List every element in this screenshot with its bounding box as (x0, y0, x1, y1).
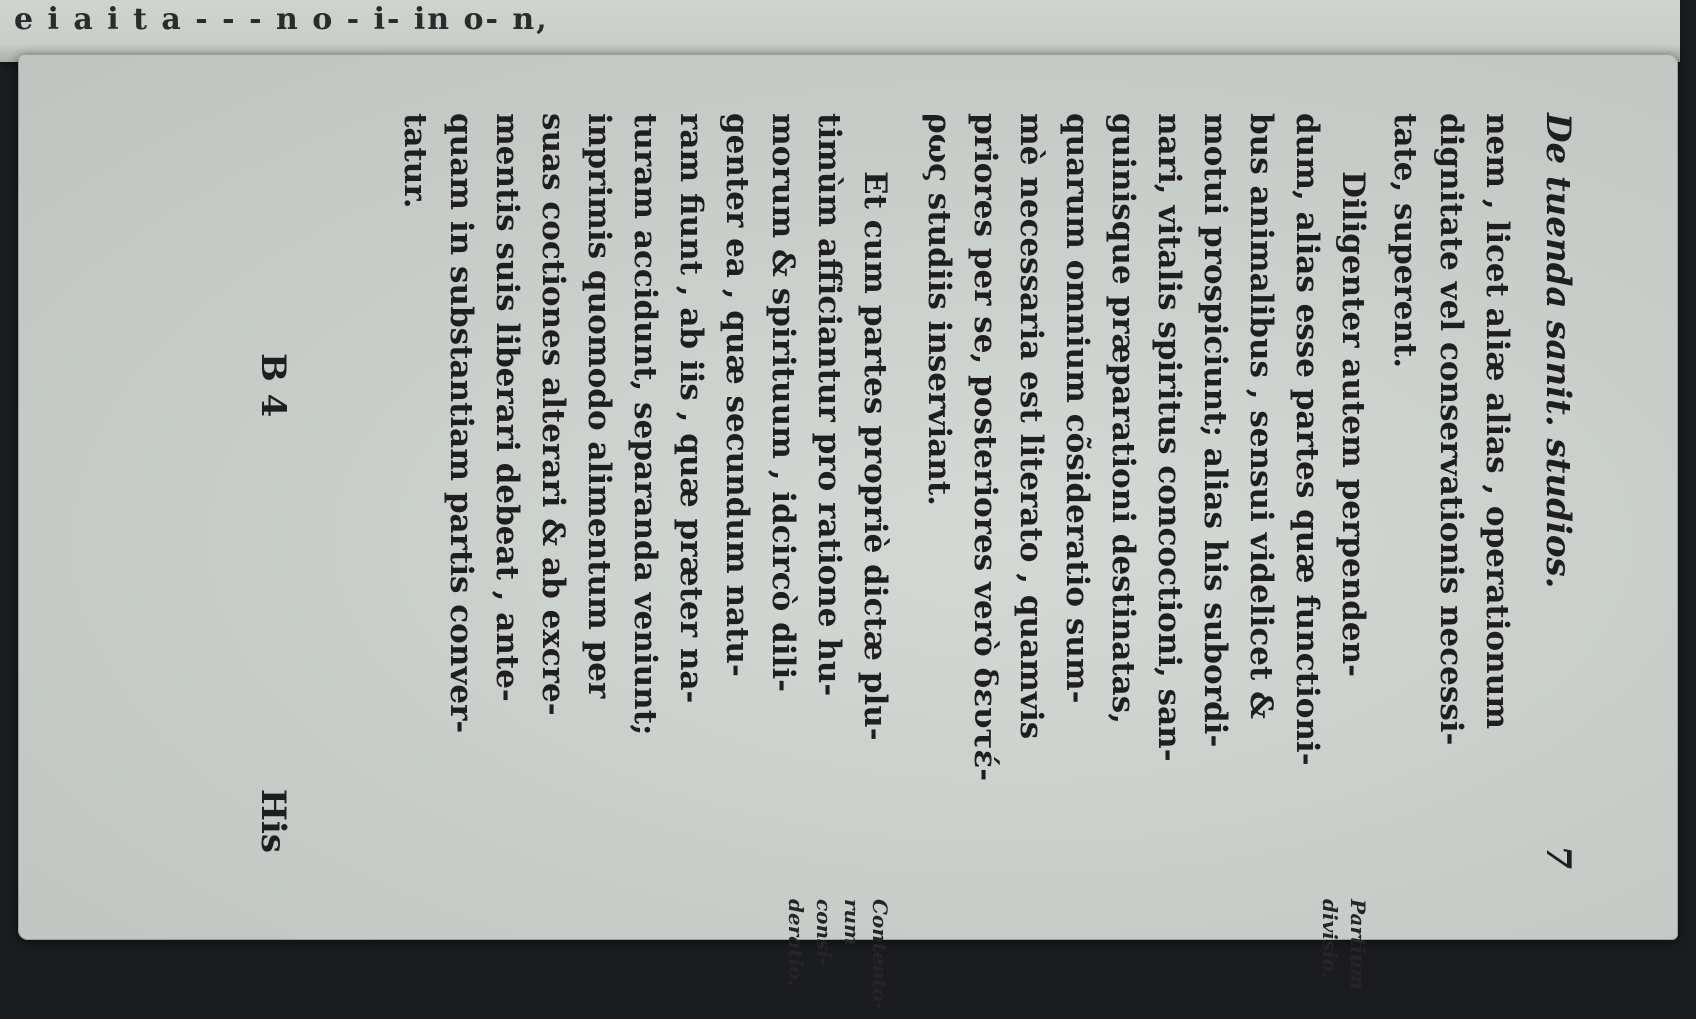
paragraph-2 (916, 113, 1376, 990)
running-header (1538, 113, 1578, 893)
text-line: dignitate vel conservationis necessi- (1433, 113, 1469, 746)
text-line: timùm afficiantur pro ratione hu- (811, 113, 847, 697)
text-line: mè necessaria est literato , quamvis (1013, 113, 1049, 740)
text-line: suas coctiones alterari & ab excre- (535, 113, 571, 716)
text-line: guinisque præparationi destinatas, (1105, 113, 1141, 725)
text-line: morum & spirituum , idcircò dili- (765, 113, 801, 692)
text-line: tatur. (397, 113, 433, 209)
text-line: turam accidunt, separanda veniunt; (627, 113, 663, 736)
rotated-text-frame (48, 69, 1648, 1011)
book-page (18, 54, 1678, 1011)
text-line: mentis suis liberari debeat , ante- (489, 113, 525, 702)
paragraph-1 (1382, 113, 1520, 893)
text-line: tate, superent. (1387, 113, 1423, 369)
page-content (392, 113, 1578, 1011)
facing-page-text: e i a i t a - - - n o - i- in o- n, (14, 2, 549, 37)
text-line: Et cum partes propriè dictæ plu- (857, 171, 893, 741)
text-line: nari, vitalis spiritus concoctioni, san- (1151, 113, 1187, 762)
running-title: De tuenda sanit. studios. (1538, 113, 1578, 589)
text-line: ram fiunt , ab iis , quæ præter na- (673, 113, 709, 704)
text-line: nem , licet aliæ alias , operationum (1479, 113, 1515, 730)
page-footer (253, 113, 293, 893)
page-number: 7 (1538, 845, 1578, 869)
text-line: priores per se, posteriores verò δευτέ- (967, 113, 1003, 782)
text-line: quarum omnium cõsideratio sum- (1059, 113, 1095, 704)
paragraph-3 (392, 113, 898, 1011)
text-line: inprimis quomodo alimentum per (581, 113, 617, 699)
signature-mark: B 4 (253, 353, 293, 418)
margin-note-partium: Partium divisio. (1318, 899, 1370, 990)
facing-page-edge (0, 0, 1680, 62)
text-line: ρως studiis inserviant. (921, 113, 957, 506)
catchword: His (253, 788, 293, 853)
margin-note-contentorum: Contento-rum consi-deratio. (784, 899, 892, 1011)
text-line: motui prospiciunt; alias his subordi- (1197, 113, 1233, 748)
text-line: dum, alias esse partes quæ functioni- (1289, 113, 1325, 766)
text-line: bus animalibus , sensui videlicet & (1243, 113, 1279, 720)
text-line: Diligenter autem perpenden- (1335, 171, 1371, 678)
text-line: quam in substantiam partis conver- (443, 113, 479, 734)
text-line: genter ea , quæ secundum natu- (719, 113, 755, 677)
